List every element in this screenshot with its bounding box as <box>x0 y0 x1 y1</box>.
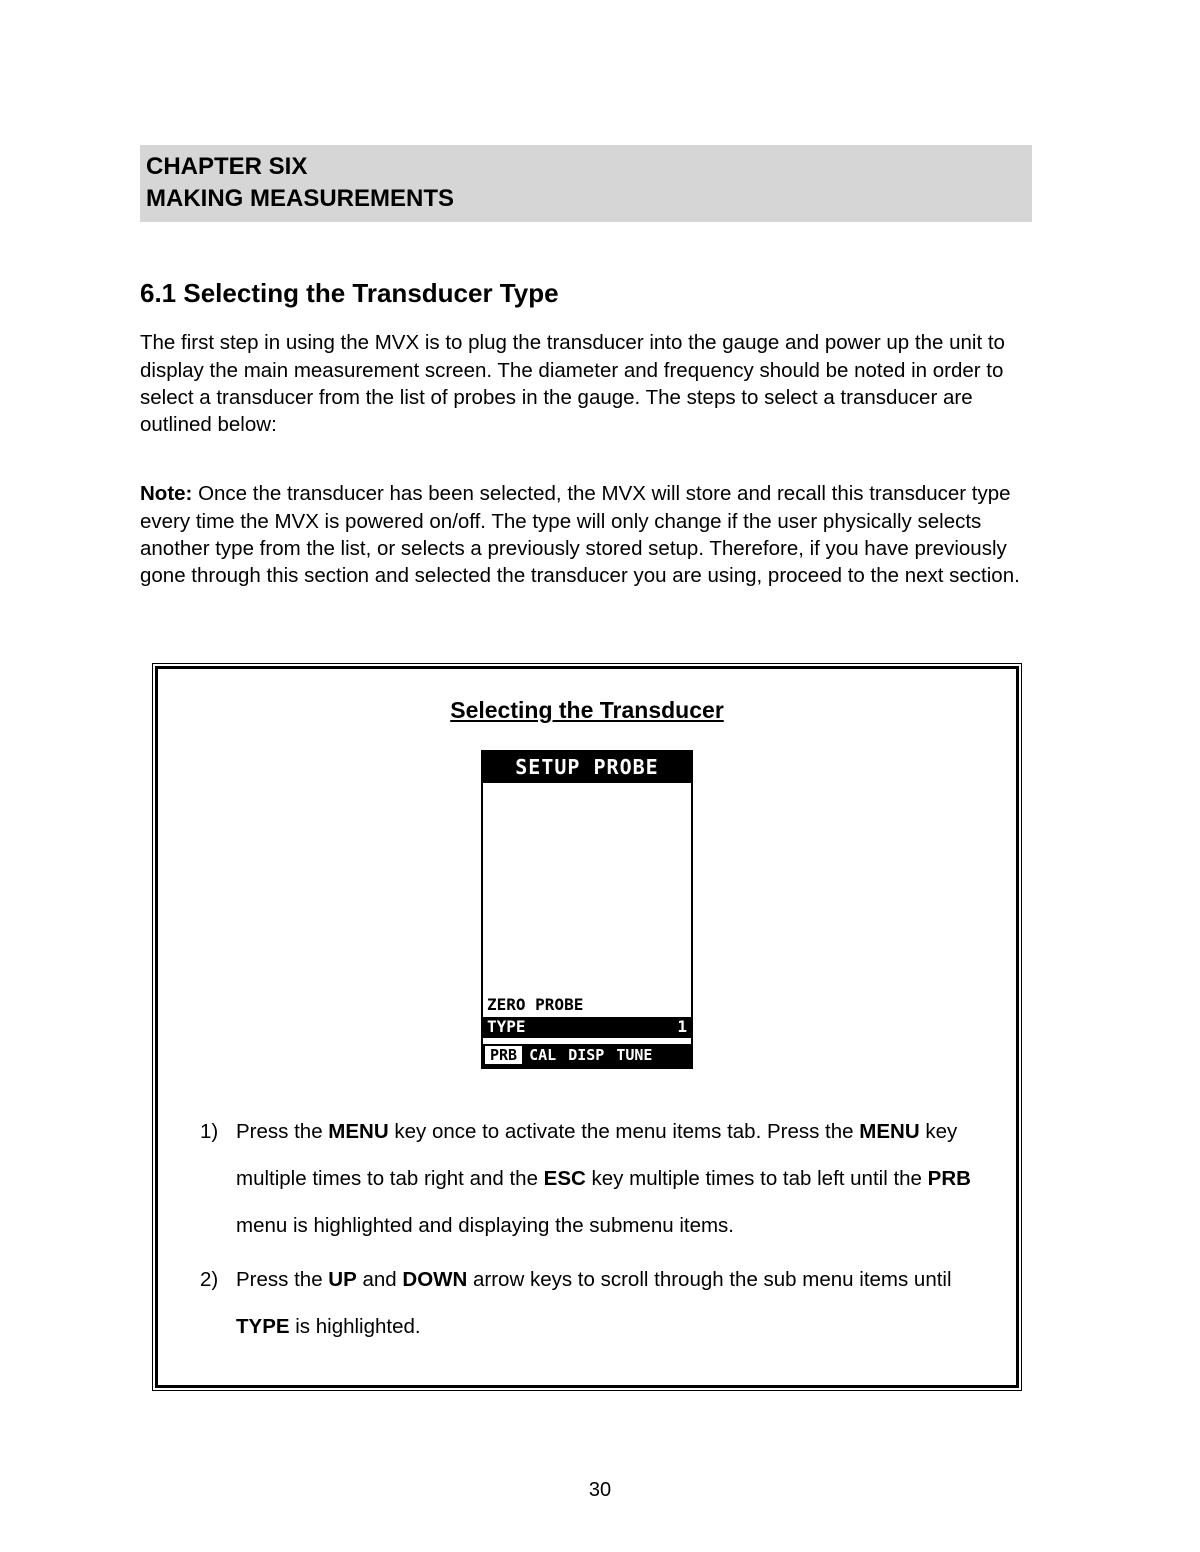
chapter-header-line2: MAKING MEASUREMENTS <box>146 184 455 212</box>
figure-step <box>200 1109 990 1249</box>
screen-type-item[interactable] <box>483 1017 691 1038</box>
figure-box-inner <box>155 666 1019 1387</box>
note-label: Note: <box>140 482 193 506</box>
page-number: 30 <box>588 1479 612 1501</box>
step-number: 2) <box>200 1268 219 1292</box>
screen-tab-disp[interactable]: DISP <box>568 1046 605 1065</box>
screen-zero-probe-item[interactable]: ZERO PROBE <box>487 995 584 1015</box>
note-paragraph <box>140 480 1032 589</box>
chapter-header-line1: CHAPTER SIX <box>146 153 308 180</box>
figure-steps <box>184 1109 990 1351</box>
screen-body <box>483 783 691 995</box>
step-text: Press the UP and DOWN arrow keys to scroll through the sub menu items until TYPE is highlighted. <box>236 1268 952 1339</box>
intro-paragraph: The first step in using the MVX is to plug the transducer into the gauge and power up the unit to display the main measurement screen. The diameter and frequency should be noted in order to select a transducer from the list of probes in the gauge. The steps to select a transducer are outlined below: <box>140 331 1005 437</box>
screen-type-value: 1 <box>677 1016 687 1036</box>
device-screen <box>481 750 693 1069</box>
screen-tab-cal[interactable]: CAL <box>529 1046 557 1065</box>
figure-title: Selecting the Transducer <box>450 697 724 724</box>
screen-header-title: SETUP PROBE <box>483 752 691 783</box>
screen-type-label: TYPE <box>487 1016 526 1036</box>
screen-menu-bar <box>483 1044 691 1067</box>
figure-box <box>152 663 1022 1390</box>
chapter-header <box>140 145 1032 222</box>
screen-tab-prb[interactable]: PRB <box>485 1046 522 1064</box>
step-text: Press the MENU key once to activate the menu items tab. Press the MENU key multiple times to tab right and the ESC key multiple times to tab left until the PRB menu is highlighted and displaying the submenu items. <box>236 1120 971 1237</box>
note-text: Once the transducer has been selected, the MVX will store and recall this transducer type every time the MVX is powered on/off. The type will only change if the user physically selects another type from the list, or selects a previously stored setup. Therefore, if you have previously gone through this section and selected the transducer you are using, proceed to the next section. <box>140 482 1020 588</box>
section-title: 6.1 Selecting the Transducer Type <box>140 278 559 309</box>
figure-step <box>200 1257 990 1350</box>
step-number: 1) <box>200 1120 219 1144</box>
screen-tab-tune[interactable]: TUNE <box>616 1046 653 1065</box>
